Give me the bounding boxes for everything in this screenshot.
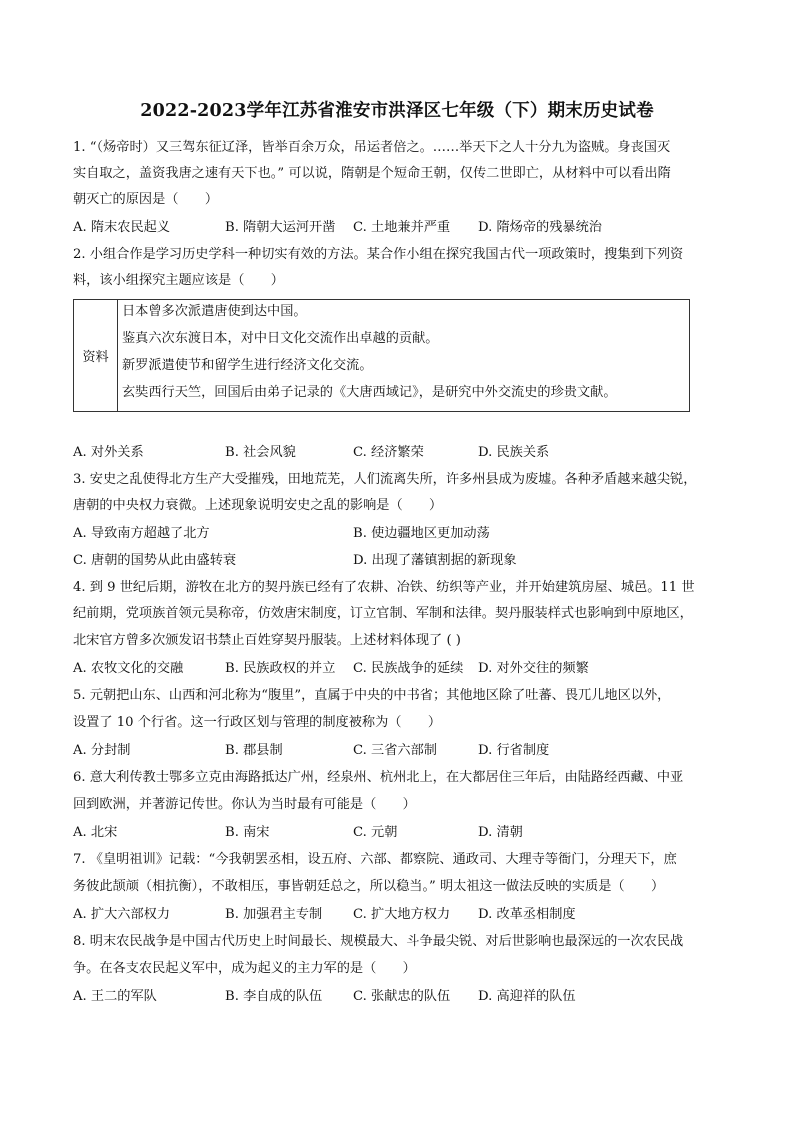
q8-option-b: B. 李自成的队伍: [225, 989, 323, 1004]
q6-option-b: B. 南宋: [225, 825, 270, 840]
q1-stem-line-1: 1. “（炀帝时）又三驾东征辽泽，皆举百余万众，吊运者倍之。……举天下之人十分九为盗贼。身丧国灭: [73, 140, 671, 155]
q7-stem-line-1: 7. 《皇明祖训》记载：“今我朝罢丞相，设五府、六部、都察院、通政司、大理寺等衙门，分理天下，庶: [73, 852, 677, 867]
q6-option-a: A. 北宋: [73, 825, 118, 840]
q3-option-a: A. 导致南方超越了北方: [73, 526, 210, 541]
q4-stem-line-2: 纪前期，党项族首领元昊称帝，仿效唐宋制度，订立官制、军制和法律。契丹服装样式也影响到中原地区，: [73, 606, 693, 621]
q5-option-c: C. 三省六部制: [353, 743, 437, 758]
q8-option-d: D. 高迎祥的队伍: [478, 989, 576, 1004]
q4-stem-line-1: 4. 到 9 世纪后期，游牧在北方的契丹族已经有了农耕、冶铁、纺织等产业，并开始建筑房屋、城邑。11 世: [73, 580, 695, 595]
q2-table-label: 资料: [74, 300, 118, 411]
q2-option-b: B. 社会风貌: [225, 445, 296, 460]
q1-option-a: A. 隋末农民起义: [73, 220, 171, 235]
q3-stem-line-1: 3. 安史之乱使得北方生产大受摧残，田地荒芜，人们流离失所，许多州县成为废墟。各种矛盾越来越尖锐，: [73, 472, 697, 487]
q2-option-d: D. 民族关系: [478, 445, 550, 460]
q8-stem-line-1: 8. 明末农民战争是中国古代历史上时间最长、规模最大、斗争最尖锐、对后世影响也最深远的一次农民战: [73, 934, 684, 949]
q3-option-c: C. 唐朝的国势从此由盛转衰: [73, 553, 237, 568]
q1-option-b: B. 隋朝大运河开凿: [225, 220, 336, 235]
q3-stem-line-2: 唐朝的中央权力衰微。上述现象说明安史之乱的影响是（ ）: [73, 498, 443, 513]
q4-option-c: C. 民族战争的延续: [353, 661, 464, 676]
q6-option-d: D. 清朝: [478, 825, 523, 840]
q7-stem-line-2: 务彼此颉颃（相抗衡），不敢相压，事皆朝廷总之，所以稳当。” 明太祖这一做法反映的实质是（ ）: [73, 879, 665, 894]
q4-option-b: B. 民族政权的并立: [225, 661, 336, 676]
q6-stem-line-2: 回到欧洲，并著游记传世。你认为当时最有可能是（ ）: [73, 797, 416, 812]
q8-option-a: A. 王二的军队: [73, 989, 157, 1004]
q7-option-b: B. 加强君主专制: [225, 907, 323, 922]
q5-option-b: B. 郡县制: [225, 743, 283, 758]
q4-option-a: A. 农牧文化的交融: [73, 661, 184, 676]
q2-stem-line-2: 料，该小组探究主题应该是（ ）: [73, 273, 284, 288]
q1-stem-line-2: 实自取之，盖资我唐之速有天下也。” 可以说，隋朝是个短命王朝，仅传二世即亡，从材料中可以看出隋: [73, 166, 671, 181]
q2-table-row-1: 日本曾多次派遣唐使到达中国。: [122, 304, 307, 319]
q2-table-row-4: 玄奘西行天竺，回国后由弟子记录的《大唐西域记》，是研究中外交流史的珍贵文献。: [122, 385, 617, 400]
q4-stem-line-3: 北宋官方曾多次颁发诏书禁止百姓穿契丹服装。上述材料体现了 ( ): [73, 633, 461, 648]
q8-option-c: C. 张献忠的队伍: [353, 989, 451, 1004]
q2-option-c: C. 经济繁荣: [353, 445, 424, 460]
q1-stem-line-3: 朝灭亡的原因是（ ）: [73, 192, 219, 207]
q6-stem-line-1: 6. 意大利传教士鄂多立克由海路抵达广州，经泉州、杭州北上，在大都居住三年后，由陆路经西藏、中亚: [73, 770, 684, 785]
q7-option-a: A. 扩大六部权力: [73, 907, 171, 922]
q1-option-d: D. 隋炀帝的残暴统治: [478, 220, 602, 235]
exam-title: 2022-2023学年江苏省淮安市洪泽区七年级（下）期末历史试卷: [140, 101, 654, 121]
q2-stem-line-1: 2. 小组合作是学习历史学科一种切实有效的方法。某合作小组在探究我国古代一项政策时，搜集到下列资: [73, 247, 684, 262]
q5-option-d: D. 行省制度: [478, 743, 550, 758]
q4-option-d: D. 对外交往的频繁: [478, 661, 589, 676]
q1-option-c: C. 土地兼并严重: [353, 220, 451, 235]
q5-option-a: A. 分封制: [73, 743, 131, 758]
q5-stem-line-1: 5. 元朝把山东、山西和河北称为“腹里”，直属于中央的中书省；其他地区除了吐蕃、畏兀儿地区以外，: [73, 688, 671, 703]
q3-option-d: D. 出现了藩镇割据的新现象: [353, 553, 517, 568]
q2-table-row-3: 新罗派遣使节和留学生进行经济文化交流。: [122, 358, 373, 373]
q3-option-b: B. 使边疆地区更加动荡: [353, 526, 490, 541]
q7-option-c: C. 扩大地方权力: [353, 907, 451, 922]
q2-table-row-2: 鉴真六次东渡日本，对中日文化交流作出卓越的贡献。: [122, 331, 439, 346]
q8-stem-line-2: 争。在各支农民起义军中，成为起义的主力军的是（ ）: [73, 961, 416, 976]
q5-stem-line-2: 设置了 10 个行省。这一行政区划与管理的制度被称为（ ）: [73, 715, 442, 730]
q2-source-table: [73, 299, 690, 412]
q6-option-c: C. 元朝: [353, 825, 398, 840]
q7-option-d: D. 改革丞相制度: [478, 907, 576, 922]
q2-option-a: A. 对外关系: [73, 445, 144, 460]
